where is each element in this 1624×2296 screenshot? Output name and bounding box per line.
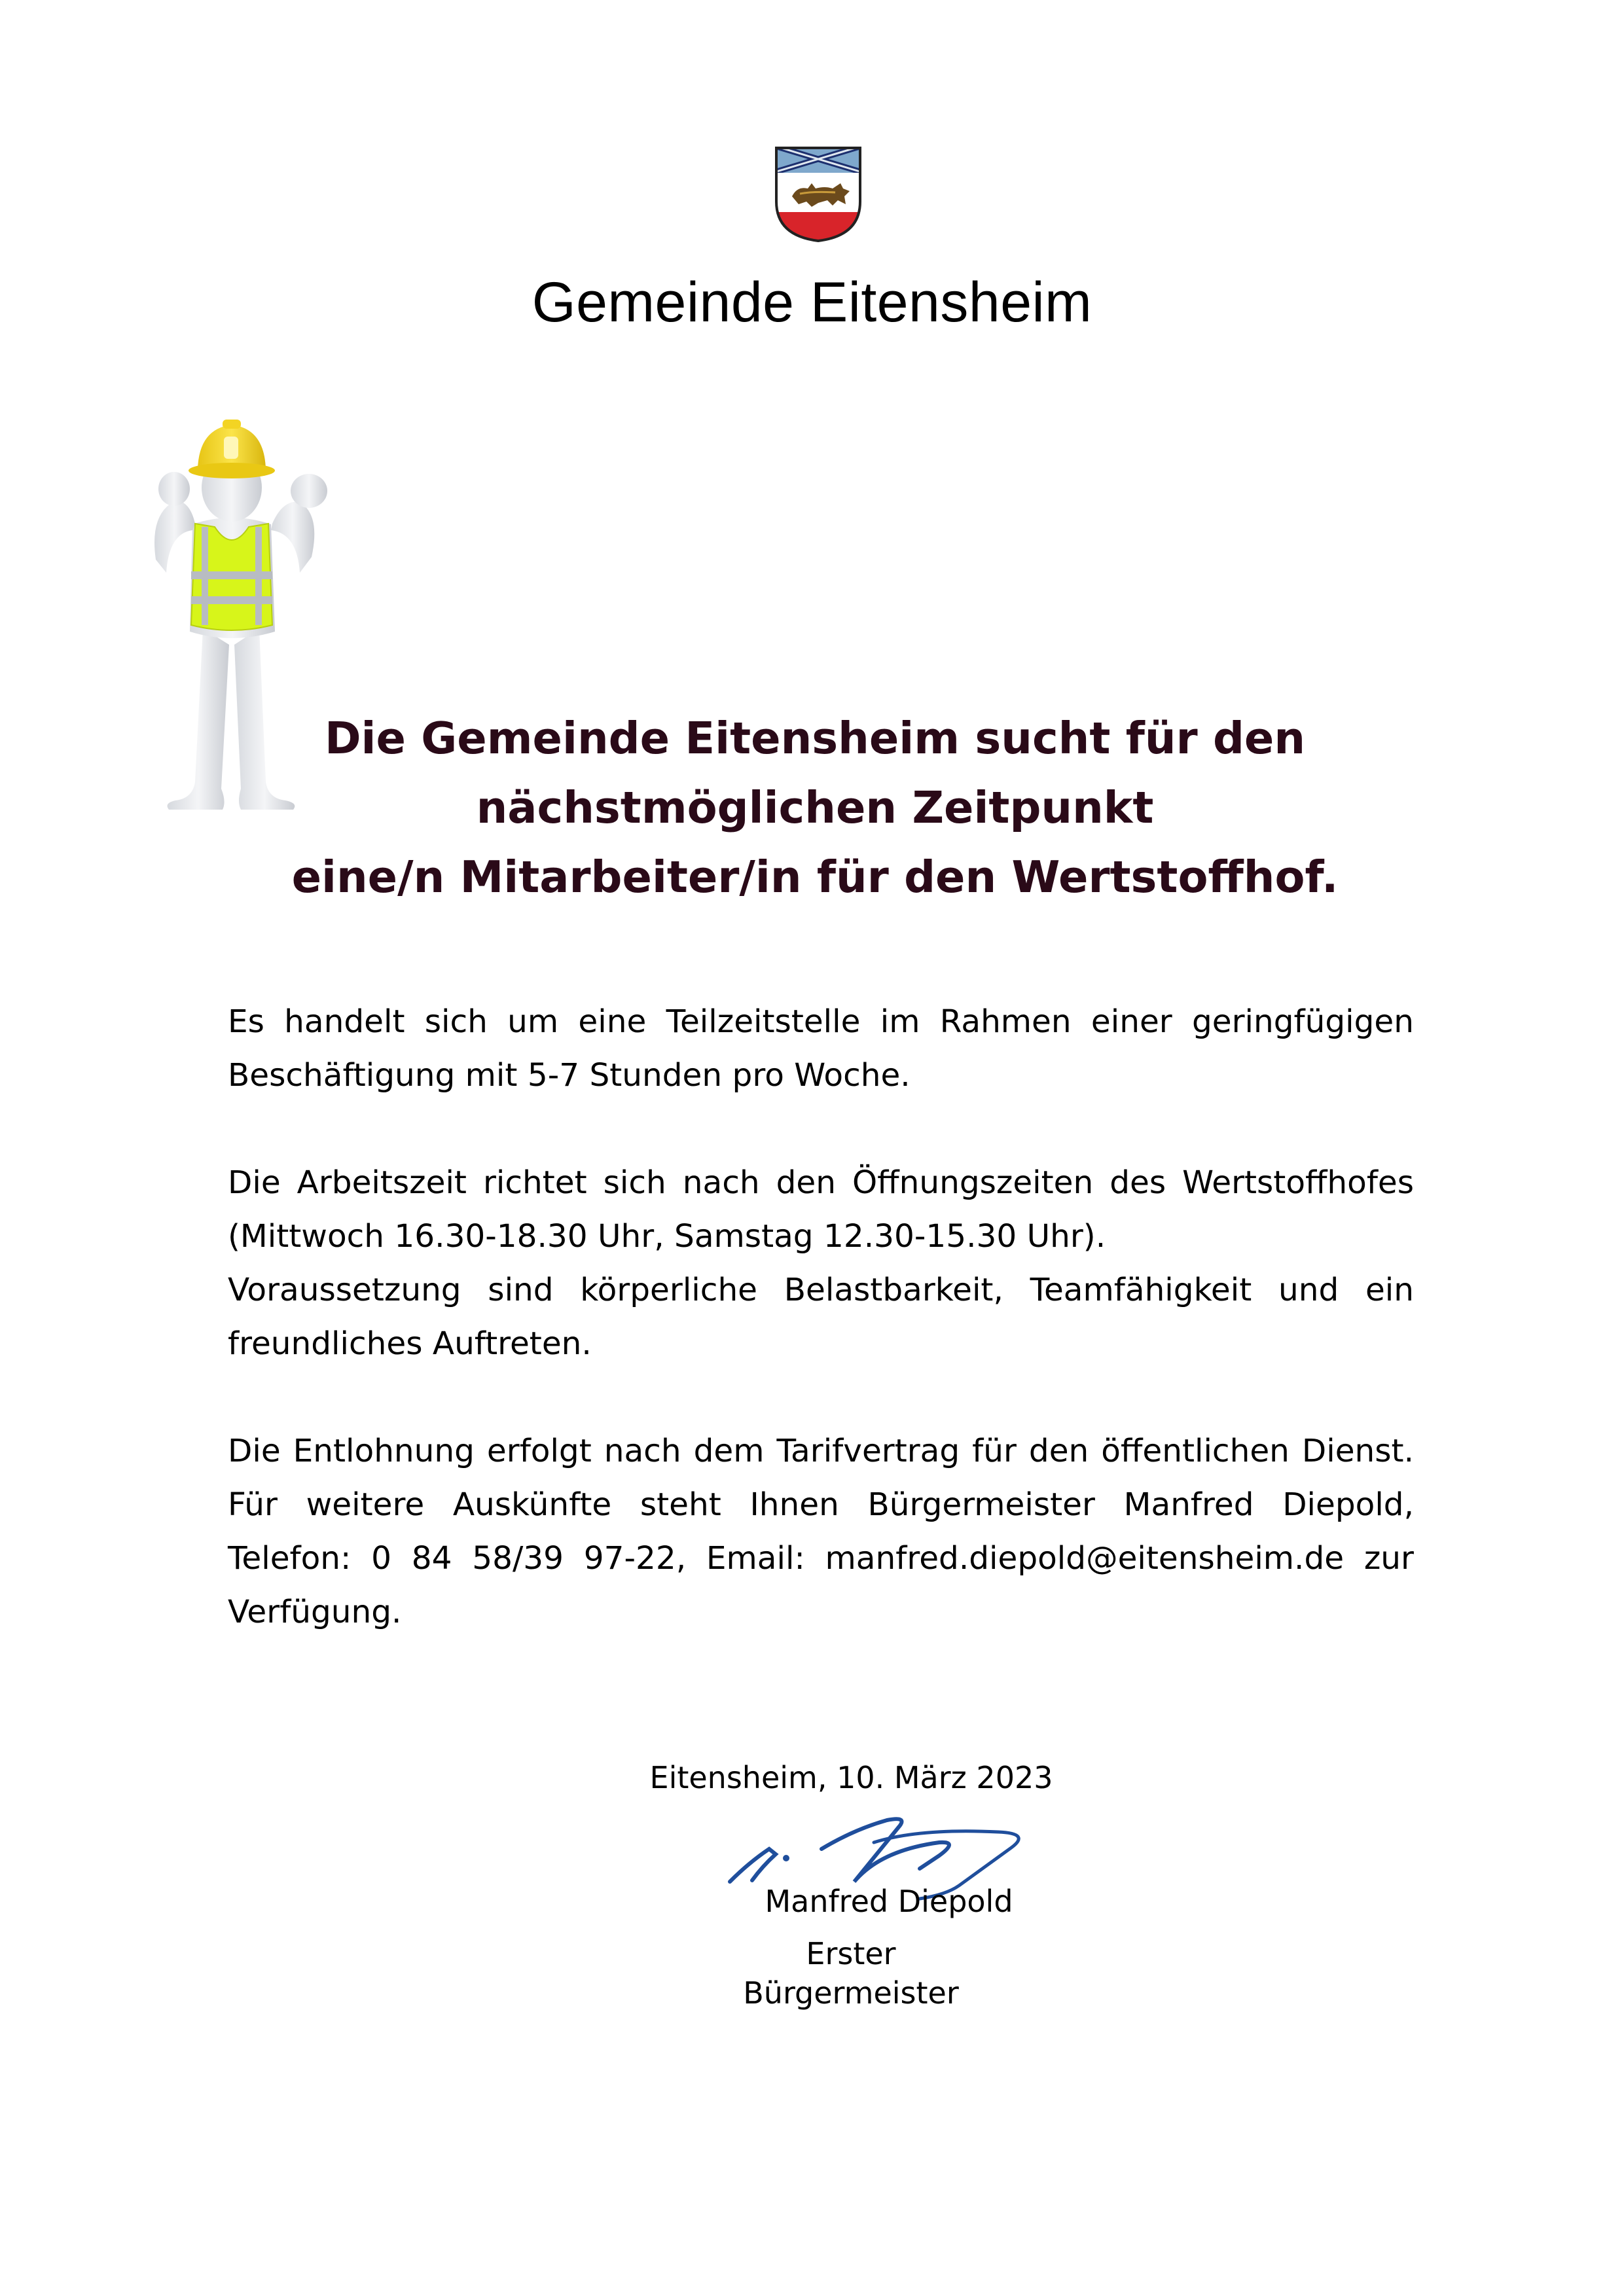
place-date: Eitensheim, 10. März 2023 <box>649 1760 1053 1795</box>
paragraph: Die Arbeitszeit richtet sich nach den Öffnungszeiten des Wertstoffhofes (Mittwoch 16.30-18.30 Uhr, Samstag 12.30-15.30 Uhr). <box>228 1164 1414 1255</box>
coat-of-arms-icon <box>772 145 864 243</box>
headline-line: Die Gemeinde Eitensheim sucht für den <box>324 713 1306 764</box>
headline-line: eine/n Mitarbeiter/in für den Wertstoffhof. <box>291 852 1339 903</box>
headline <box>262 704 1368 912</box>
headline-line: nächstmöglichen Zeitpunkt <box>476 782 1154 833</box>
municipality-name: Gemeinde Eitensheim <box>532 271 1092 334</box>
body-text <box>228 995 1414 1639</box>
signer-name: Manfred Diepold <box>765 1884 1013 1919</box>
paragraph: Die Entlohnung erfolgt nach dem Tarifvertrag für den öffentlichen Dienst. Für weitere Auskünfte steht Ihnen Bürgermeister Manfred Diepold, Telefon: 0 84 58/39 97-22, Email: manfred.diepold@eitensheim.de zur Verfügung. <box>228 1433 1414 1630</box>
signer-role: Erster Bürgermeister <box>743 1936 959 2011</box>
paragraph: Voraussetzung sind körperliche Belastbarkeit, Teamfähigkeit und ein freundliches Auftreten. <box>228 1272 1414 1362</box>
paragraph: Es handelt sich um eine Teilzeitstelle im Rahmen einer geringfügigen Beschäftigung mit 5-7 Stunden pro Woche. <box>228 1003 1414 1094</box>
